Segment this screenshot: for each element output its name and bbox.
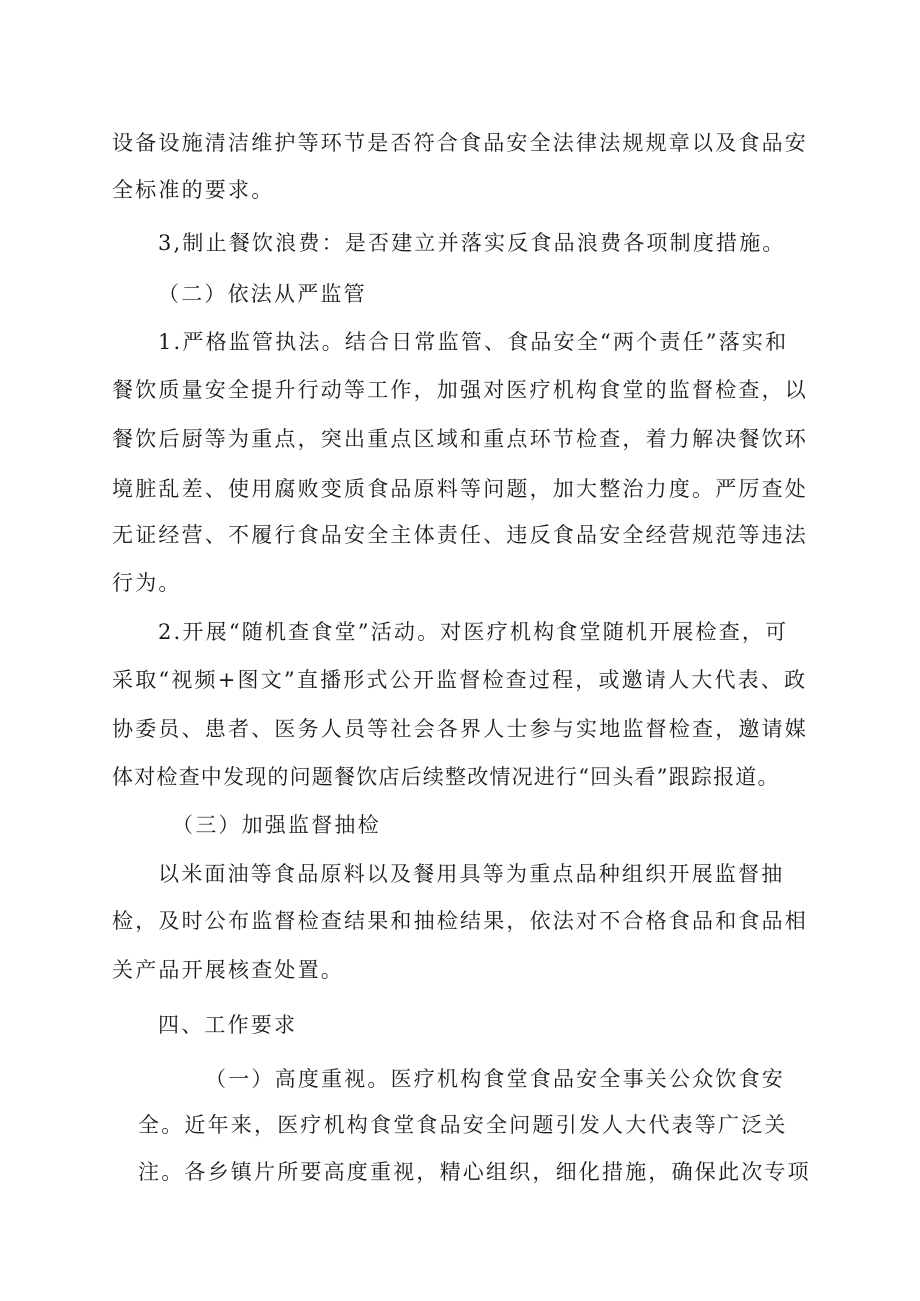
body-line: 采取“视频+图文”直播形式公开监督检查过程，或邀请人大代表、政 <box>112 668 808 692</box>
body-line: 行为。 <box>112 571 182 595</box>
body-line: 1.严格监管执法。结合日常监管、食品安全“两个责任”落实和 <box>158 330 789 354</box>
body-line: 无证经营、不履行食品安全主体责任、违反食品安全经营规范等违法 <box>112 523 808 547</box>
body-line: 体对检查中发现的问题餐饮店后续整改情况进行“回头看”跟踪报道。 <box>112 765 780 789</box>
body-line: 全。近年来，医疗机构食堂食品安全问题引发人大代表等广泛关 <box>138 1113 788 1137</box>
body-line: 注。各乡镇片所要高度重视，精心组织，细化措施，确保此次专项 <box>138 1160 811 1184</box>
body-line: 餐饮质量安全提升行动等工作，加强对医疗机构食堂的监督检查，以 <box>112 378 808 402</box>
body-line: 全标准的要求。 <box>112 178 275 202</box>
body-line: 协委员、患者、医务人员等社会各界人士参与实地监督检查，邀请媒 <box>112 717 808 741</box>
body-line: （一）高度重视。医疗机构食堂食品安全事关公众饮食安 <box>205 1067 785 1091</box>
section-heading: （二）依法从严监管 <box>158 282 367 306</box>
body-line: 餐饮后厨等为重点，突出重点区域和重点环节检查，着力解决餐饮环 <box>112 427 808 451</box>
body-line: 境脏乱差、使用腐败变质食品原料等问题，加大整治力度。严厉查处 <box>112 477 808 501</box>
body-line: 设备设施清洁维护等环节是否符合食品安全法律法规规章以及食品安 <box>112 131 808 155</box>
body-line: 检，及时公布监督检查结果和抽检结果，依法对不合格食品和食品相 <box>112 909 808 933</box>
section-heading: （三）加强监督抽检 <box>172 813 381 837</box>
section-heading: 四、工作要求 <box>158 1013 298 1037</box>
body-line: 关产品开展核查处置。 <box>112 958 344 982</box>
body-line: 以米面油等食品原料以及餐用具等为重点品种组织开展监督抽 <box>158 862 785 886</box>
body-line: 2.开展“随机查食堂”活动。对医疗机构食堂随机开展检查，可 <box>158 620 789 644</box>
body-line: 3,制止餐饮浪费：是否建立并落实反食品浪费各项制度措施。 <box>158 231 786 255</box>
